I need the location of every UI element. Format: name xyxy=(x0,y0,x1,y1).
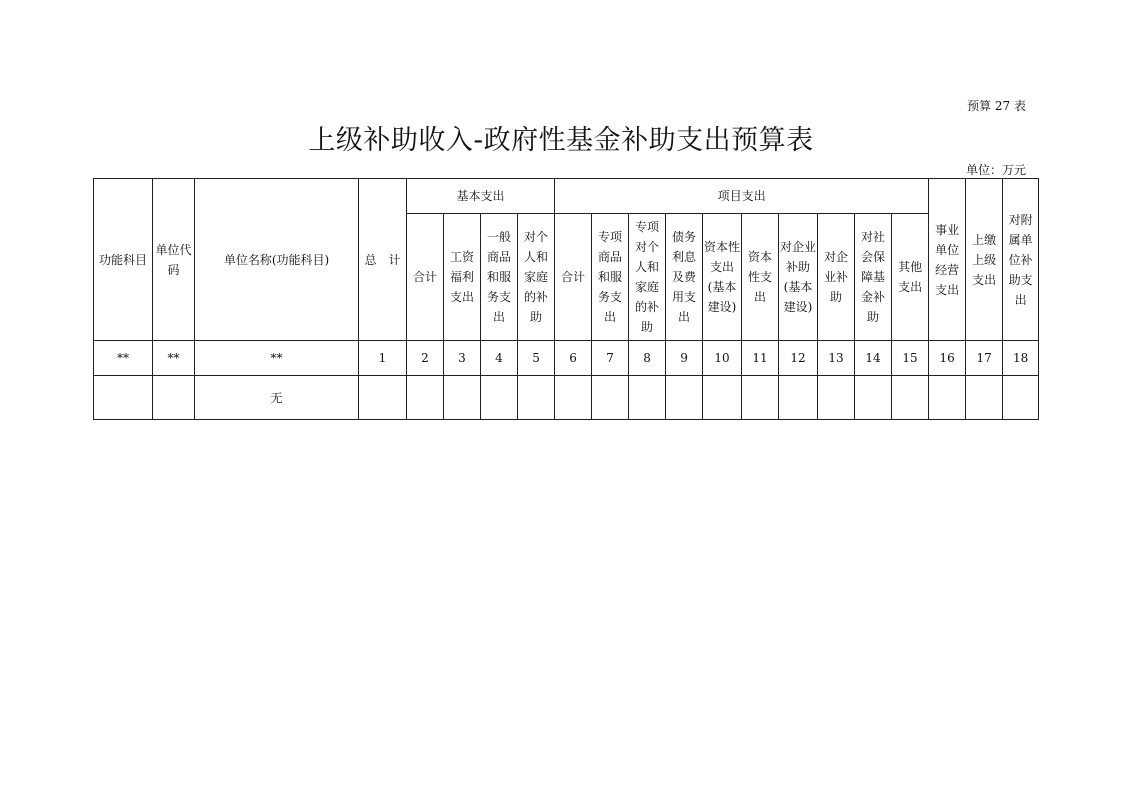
index-cell: ** xyxy=(94,341,153,376)
col-header-upper-payment: 上缴 上级 支出 xyxy=(966,179,1003,341)
data-cell: 无 xyxy=(195,376,359,420)
index-cell: 4 xyxy=(481,341,518,376)
data-cell xyxy=(779,376,818,420)
index-cell: 17 xyxy=(966,341,1003,376)
col-header-affiliated-subsidy: 对附 属单 位补 助支 出 xyxy=(1003,179,1039,341)
group-header-basic: 基本支出 xyxy=(407,179,555,214)
data-cell xyxy=(481,376,518,420)
col-header-unit-code: 单位代 码 xyxy=(153,179,195,341)
col-header-unit-name: 单位名称(功能科目) xyxy=(195,179,359,341)
data-cell xyxy=(666,376,703,420)
index-cell: 3 xyxy=(444,341,481,376)
data-cell xyxy=(892,376,929,420)
col-header-basic-3: 一般 商品 和服 务支 出 xyxy=(481,214,518,341)
unit-label: 单位：万元 xyxy=(965,163,1026,177)
index-cell: 6 xyxy=(555,341,592,376)
col-header-project-3: 专项 对个 人和 家庭 的补 助 xyxy=(629,214,666,341)
form-number: 预算 27 表 xyxy=(967,99,1026,113)
col-header-func-subject: 功能科目 xyxy=(94,179,153,341)
col-header-project-7: 对企业 补助 (基本 建设) xyxy=(779,214,818,341)
data-cell xyxy=(153,376,195,420)
col-header-total: 总 计 xyxy=(359,179,407,341)
index-cell: 16 xyxy=(929,341,966,376)
data-cell xyxy=(929,376,966,420)
col-header-basic-2: 工资 福利 支出 xyxy=(444,214,481,341)
index-cell: 12 xyxy=(779,341,818,376)
index-cell: 7 xyxy=(592,341,629,376)
index-cell: 15 xyxy=(892,341,929,376)
col-header-project-1: 合计 xyxy=(555,214,592,341)
data-cell xyxy=(444,376,481,420)
group-header-project: 项目支出 xyxy=(555,179,929,214)
index-cell: 1 xyxy=(359,341,407,376)
data-cell xyxy=(407,376,444,420)
data-cell xyxy=(518,376,555,420)
table-row xyxy=(94,376,1039,420)
data-cell xyxy=(94,376,153,420)
col-header-public-unit-exp: 事业 单位 经营 支出 xyxy=(929,179,966,341)
col-header-basic-4: 对个 人和 家庭 的补 助 xyxy=(518,214,555,341)
col-header-project-8: 对企 业补 助 xyxy=(818,214,855,341)
index-cell: 18 xyxy=(1003,341,1039,376)
col-header-project-10: 其他 支出 xyxy=(892,214,929,341)
col-header-project-9: 对社 会保 障基 金补 助 xyxy=(855,214,892,341)
budget-table xyxy=(93,178,1039,420)
index-cell: ** xyxy=(195,341,359,376)
data-cell xyxy=(1003,376,1039,420)
data-cell xyxy=(742,376,779,420)
index-row xyxy=(94,341,1039,376)
index-cell: 5 xyxy=(518,341,555,376)
data-cell xyxy=(555,376,592,420)
index-cell: 10 xyxy=(703,341,742,376)
index-cell: 11 xyxy=(742,341,779,376)
col-header-project-4: 债务 利息 及费 用支 出 xyxy=(666,214,703,341)
index-cell: 2 xyxy=(407,341,444,376)
data-cell xyxy=(818,376,855,420)
index-cell: 8 xyxy=(629,341,666,376)
page-title: 上级补助收入-政府性基金补助支出预算表 xyxy=(308,125,814,156)
data-cell xyxy=(592,376,629,420)
index-cell: 13 xyxy=(818,341,855,376)
data-cell xyxy=(629,376,666,420)
data-cell xyxy=(703,376,742,420)
data-cell xyxy=(855,376,892,420)
col-header-project-5: 资本性 支出 (基本 建设) xyxy=(703,214,742,341)
index-cell: ** xyxy=(153,341,195,376)
col-header-project-6: 资本 性支 出 xyxy=(742,214,779,341)
index-cell: 14 xyxy=(855,341,892,376)
col-header-basic-1: 合计 xyxy=(407,214,444,341)
data-cell xyxy=(359,376,407,420)
index-cell: 9 xyxy=(666,341,703,376)
data-cell xyxy=(966,376,1003,420)
col-header-project-2: 专项 商品 和服 务支 出 xyxy=(592,214,629,341)
